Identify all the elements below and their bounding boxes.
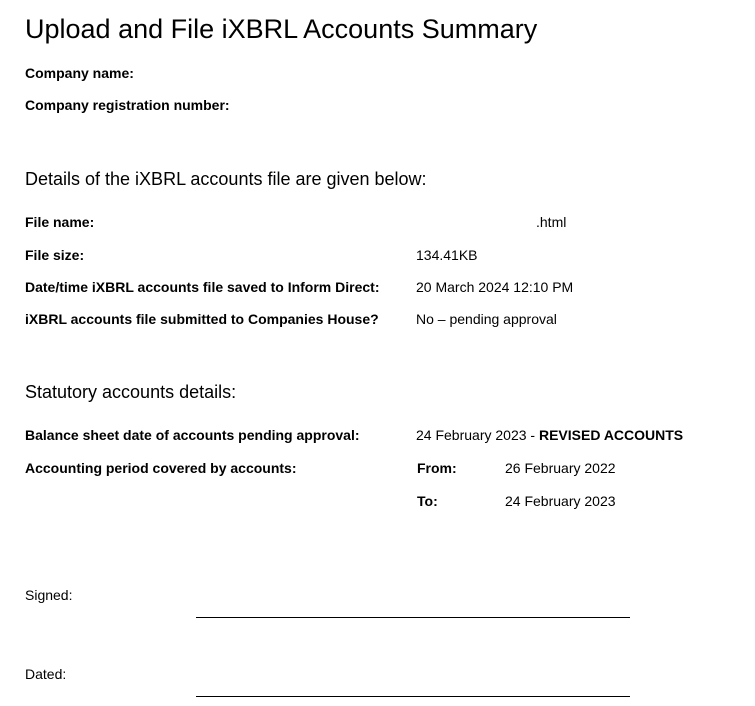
period-to-label: To:: [417, 493, 438, 509]
balance-sheet-value: [416, 427, 683, 443]
dated-line: [196, 696, 630, 697]
statutory-heading: Statutory accounts details:: [25, 382, 237, 402]
balance-sheet-date: 24 February 2023: [416, 427, 527, 443]
period-from-label: From:: [417, 460, 457, 476]
submitted-label: iXBRL accounts file submitted to Companies House?: [25, 311, 379, 327]
balance-sheet-label: Balance sheet date of accounts pending approval:: [25, 427, 360, 443]
signed-label: Signed:: [25, 587, 73, 603]
period-from-value: 26 February 2022: [505, 460, 616, 476]
page-title: Upload and File iXBRL Accounts Summary: [25, 14, 538, 44]
balance-sheet-separator: -: [526, 427, 539, 443]
period-to-value: 24 February 2023: [505, 493, 616, 509]
dated-label: Dated:: [25, 666, 67, 682]
company-registration-label: Company registration number:: [25, 97, 230, 113]
file-size-value: 134.41KB: [416, 247, 478, 263]
file-size-label: File size:: [25, 247, 85, 263]
file-name-label: File name:: [25, 214, 95, 230]
revised-accounts-flag: REVISED ACCOUNTS: [538, 427, 684, 443]
file-details-heading: Details of the iXBRL accounts file are given below:: [25, 169, 427, 189]
accounting-period-label: Accounting period covered by accounts:: [25, 460, 297, 476]
file-name-value: .html: [536, 214, 567, 230]
submitted-value: No – pending approval: [416, 311, 557, 327]
signed-line: [196, 617, 630, 618]
saved-datetime-label: Date/time iXBRL accounts file saved to Inform Direct:: [25, 279, 380, 295]
company-name-label: Company name:: [25, 65, 134, 81]
saved-datetime-value: 20 March 2024 12:10 PM: [416, 279, 574, 295]
